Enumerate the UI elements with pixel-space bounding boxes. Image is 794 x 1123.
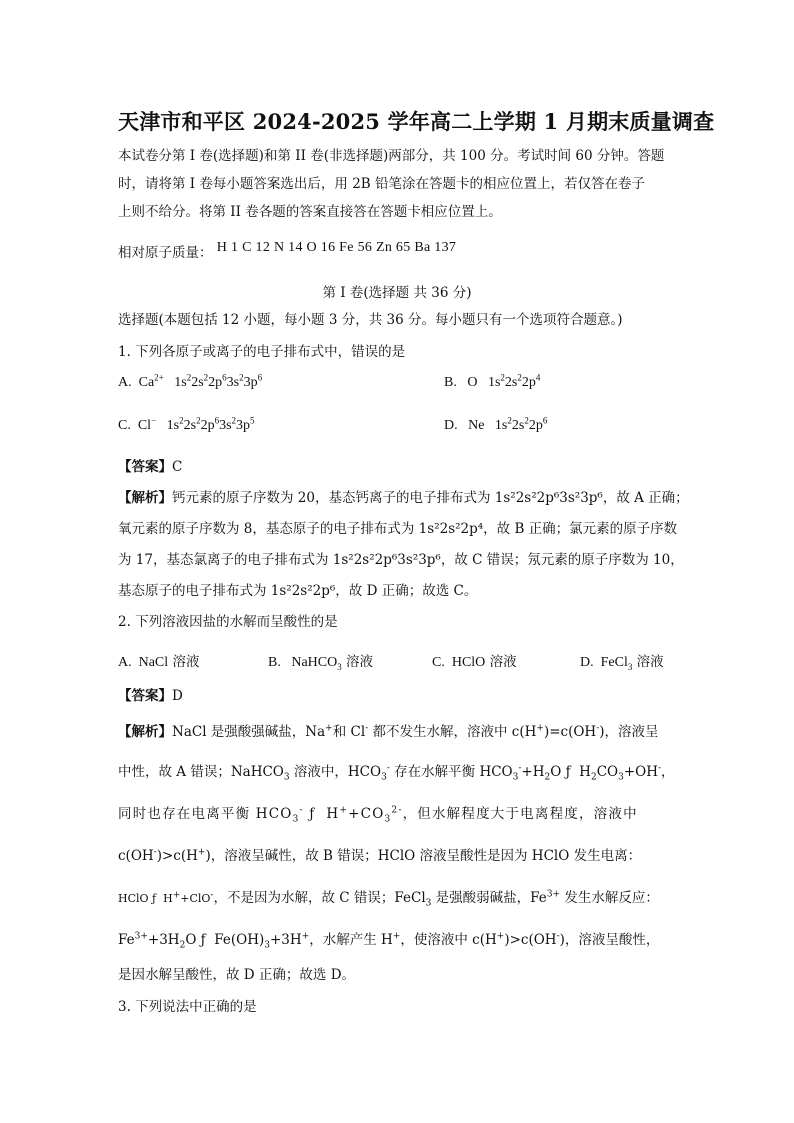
section-heading: 第 I 卷(选择题 共 36 分) <box>322 285 472 301</box>
q1-option-b: B. O $1s^22s^22p^4$ <box>444 372 541 390</box>
q1-analysis-line-1 <box>118 488 689 508</box>
q1-answer <box>118 457 182 477</box>
analysis-label: 【解析】 <box>118 724 172 740</box>
q2-analysis-line-2: 中性，故 A 错误；NaHCO$_3$ 溶液中，$HCO_3^-$ 存在水解平衡 $HCO_3^-+H_2O$ ƒ $H_2CO_3+OH^-$， <box>118 763 675 783</box>
atomic-mass-label: 相对原子质量： <box>118 245 213 261</box>
answer-label: 【答案】 <box>118 459 172 475</box>
q2-option-d: D. FeCl$_3$ 溶液 <box>580 654 664 672</box>
analysis-label: 【解析】 <box>118 490 172 506</box>
q2-option-c: C. HClO 溶液 <box>432 654 517 670</box>
q1-option-d: D. Ne $1s^22s^22p^6$ <box>444 415 548 433</box>
q2-analysis-line-7: 是因水解呈酸性，故 D 正确；故选 D。 <box>118 967 356 983</box>
intro-line-1: 本试卷分第 I 卷(选择题)和第 II 卷(非选择题)两部分，共 100 分。考试时间 60 分钟。答题 <box>118 148 665 164</box>
intro-line-2: 时，请将第 I 卷每小题答案选出后，用 2B 铅笔涂在答题卡的相应位置上，若仅答在卷子 <box>118 176 646 192</box>
q2-analysis-line-5: HClO ƒ H++ClO-，不是因为水解，故 C 错误；FeCl$_3$ 是强酸弱碱盐，$Fe^{3+}$ 发生水解反应： <box>118 889 659 909</box>
answer-value: C <box>172 459 183 475</box>
intro-line-3: 上则不给分。将第 II 卷各题的答案直接答在答题卡相应位置上。 <box>118 204 502 220</box>
question-1-stem: 1. 下列各原子或离子的电子排布式中，错误的是 <box>118 344 406 360</box>
q1-option-a: A. $Ca^{2+}$ $1s^22s^22p^63s^23p^6$ <box>118 372 263 390</box>
atomic-mass-values: H 1 C 12 N 14 O 16 Fe 56 Zn 65 Ba 137 <box>216 240 457 255</box>
page-title: 天津市和平区 2024-2025 学年高二上学期 1 月期末质量调查 <box>118 109 715 134</box>
q1-analysis-line-2: 氧元素的原子序数为 8，基态原子的电子排布式为 1s²2s²2p⁴，故 B 正确；氯元素的原子序数 <box>118 521 678 537</box>
q2-option-b: B. NaHCO$_3$ 溶液 <box>268 654 374 672</box>
section-instruction: 选择题(本题包括 12 小题，每小题 3 分，共 36 分。每小题只有一个选项符合题意。) <box>118 312 623 328</box>
q2-answer <box>118 686 183 706</box>
q1-option-c: C. Cl− $1s^22s^22p^63s^23p^5$ <box>118 415 255 433</box>
question-2-stem: 2. 下列溶液因盐的水解而呈酸性的是 <box>118 614 338 630</box>
q1-analysis-line-4: 基态原子的电子排布式为 1s²2s²2p⁶，故 D 正确；故选 C。 <box>118 583 478 599</box>
question-3-stem: 3. 下列说法中正确的是 <box>118 999 257 1015</box>
q2-analysis-line-3: 同时也存在电离平衡 $HCO_3^-$ ƒ $H^++CO_3^{2-}$，但水解程度大于电离程度，溶液中 <box>118 805 638 825</box>
answer-label: 【答案】 <box>118 688 172 704</box>
q2-analysis-line-4: c(OH-)>c(H+)，溶液呈碱性，故 B 错误；HClO 溶液呈酸性是因为 HClO 发生电离： <box>118 847 642 864</box>
q2-analysis-line-6: $Fe^{3+}+3H_2O$ ƒ $Fe(OH)_3+3H^+$，水解产生 H+，使溶液中 c(H+)>c(OH-)，溶液呈酸性， <box>118 931 660 951</box>
q2-analysis-line-1: 【解析】NaCl 是强酸强碱盐，Na+和 Cl- 都不发生水解，溶液中 c(H+)=c(OH-)，溶液呈 <box>118 723 659 740</box>
analysis-text: 钙元素的原子序数为 20，基态钙离子的电子排布式为 1s²2s²2p⁶3s²3p⁶，故 A 正确； <box>172 490 689 506</box>
q1-analysis-line-3: 为 17，基态氯离子的电子排布式为 1s²2s²2p⁶3s²3p⁶，故 C 错误；氖元素的原子序数为 10， <box>118 552 684 568</box>
atomic-mass-row <box>118 240 457 264</box>
answer-value: D <box>172 688 183 704</box>
q2-option-a: A. NaCl 溶液 <box>118 654 200 670</box>
